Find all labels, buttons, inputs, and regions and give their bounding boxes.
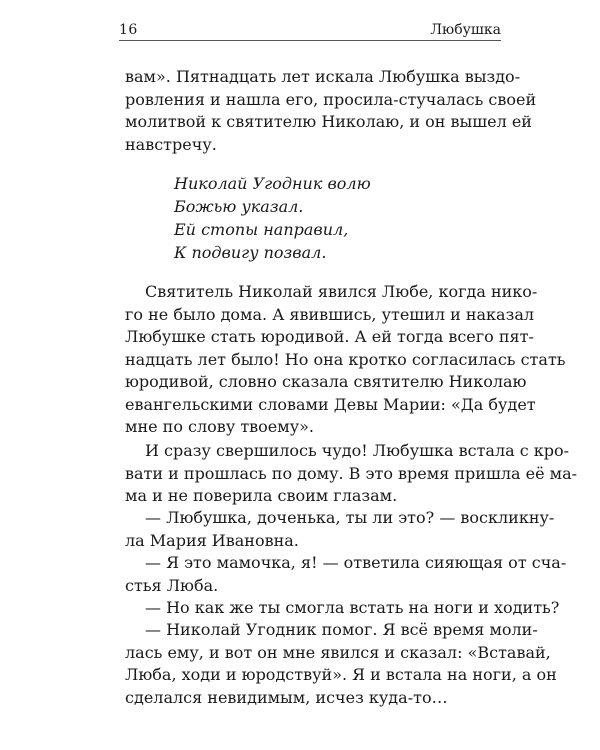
- dialogue-line-2: [125, 552, 567, 597]
- dialogue-line-1: [125, 507, 555, 552]
- paragraph-1: [125, 66, 537, 156]
- text-line: мне по слову твоему».: [125, 417, 315, 436]
- text-line: надцать лет было! Но она кротко согласилась стать: [125, 349, 566, 369]
- text-line: вам». Пятнадцать лет искала Любушка выздо-: [125, 67, 521, 86]
- dialogue-line-4: [125, 619, 557, 709]
- text-line: сделался невидимым, исчез куда-то…: [125, 687, 448, 707]
- paragraph-3: [125, 440, 578, 508]
- running-title: Любушка: [430, 22, 501, 38]
- poem-line: Ей стопы направил,: [174, 220, 349, 239]
- text-line: — Любушка, доченька, ты ли это? — воскликну-: [145, 508, 555, 527]
- poem-line: К подвигу позвал.: [174, 243, 327, 262]
- text-line: юродивой, словно сказала святителю Николаю: [125, 372, 527, 391]
- text-line: лась ему, и вот он мне явился и сказал: «Вставай,: [125, 642, 551, 662]
- page-number: 16: [119, 22, 138, 38]
- text-line: вати и прошлась по дому. В это время пришла её ма-: [125, 463, 578, 483]
- text-line: — Я это мамочка, я! — ответила сияющая от сча-: [145, 553, 567, 572]
- text-line: ма и не поверила своим глазам.: [125, 486, 398, 505]
- text-line: — Николай Угодник помог. Я всё время моли-: [145, 620, 538, 639]
- paragraph-2: [125, 281, 566, 439]
- text-line: Святитель Николай явился Любе, когда нико-: [145, 282, 538, 301]
- text-line: — Но как же ты смогла встать на ноги и ходить?: [145, 598, 560, 617]
- text-line: И сразу свершилось чудо! Любушка встала с кро-: [145, 441, 570, 460]
- dialogue-line-3: [125, 597, 560, 620]
- text-line: го не было дома. А явившись, утешил и наказал: [125, 304, 535, 324]
- text-line: ла Мария Ивановна.: [125, 530, 299, 550]
- header-rule: [119, 40, 501, 41]
- text-line: Люба, ходи и юродствуй». Я и встала на ноги, а он: [125, 665, 557, 684]
- text-line: навстречу.: [125, 134, 217, 154]
- poem-line: Божью указал.: [174, 197, 304, 216]
- poem-line: Николай Угодник волю: [174, 174, 371, 193]
- text-line: молитвой к святителю Николаю, и он вышел ей: [125, 112, 532, 131]
- text-line: Любушке стать юродивой. А ей тогда всего пят-: [125, 327, 534, 346]
- text-line: евангельскими словами Девы Марии: «Да будет: [125, 394, 536, 414]
- poem-stanza: [174, 172, 371, 264]
- page-header: [119, 20, 501, 42]
- text-line: ровления и нашла его, просила-стучалась своей: [125, 89, 537, 109]
- text-line: стья Люба.: [125, 575, 219, 595]
